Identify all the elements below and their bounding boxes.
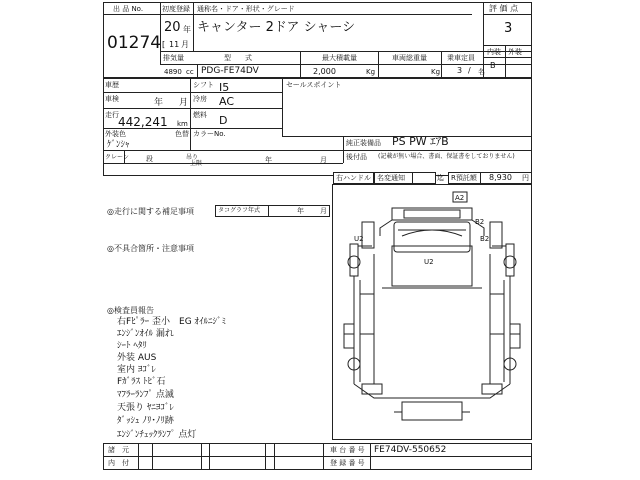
score-label: 評 価 点 [489, 4, 519, 13]
diagram-mark: A2 [455, 194, 465, 202]
month-value: 11 [169, 40, 180, 49]
defect-label: ◎不具合箇所・注意事項 [107, 244, 194, 253]
report-item: 天張り ﾔﾆﾖｺﾞﾚ [117, 403, 174, 413]
displacement-label: 排気量 [163, 54, 184, 62]
footer-col1: 諸 元 [108, 446, 129, 454]
fuel-label: 燃料 [193, 111, 207, 119]
displacement-unit: cc [186, 68, 194, 76]
month-unit: 月 [181, 40, 189, 49]
lot-number: 01274 [107, 33, 162, 53]
score-value: 3 [504, 21, 513, 36]
reg-label: 登 録 番 号 [330, 459, 365, 467]
inspection-year: 年 [154, 98, 164, 108]
report-item: ｴﾝｼﾞﾝﾁｪｯｸﾗﾝﾌﾟ 点灯 [117, 430, 197, 440]
chassis-value: FE74DV-550652 [374, 445, 447, 455]
diagram-mark: U2 [424, 258, 434, 266]
capacity-slash: / [468, 66, 471, 75]
first-reg-label: 初度登録 [162, 5, 190, 13]
name-change-sub: 迄 [437, 174, 444, 182]
chassis-label: 車 台 番 号 [330, 446, 365, 454]
exterior-color-value: ｹﾞﾝｼｬ [107, 140, 130, 150]
model-label: 通称名・ドア・形状・グレード [197, 5, 295, 13]
interior-label: 内装 [487, 48, 501, 56]
capacity-label: 乗車定員 [447, 54, 475, 62]
report-item: Fｶﾞﾗｽ ﾄﾋﾞ石 [117, 377, 166, 387]
category-label: 車歴 [105, 81, 119, 89]
genuine-value: PS PW ｴｱB [392, 135, 449, 148]
weight-unit: Kg [431, 68, 441, 76]
report-item: 室内 ﾖｺﾞﾚ [117, 365, 156, 375]
diagram-mark: B2 [480, 235, 490, 243]
inspection-label: 車検 [105, 95, 119, 103]
tacho-label: タコグラフ年式 [218, 207, 261, 214]
year-value: 20 [164, 20, 181, 35]
truck-diagram [332, 184, 532, 440]
genuine-label: 純正装備品 [346, 139, 381, 147]
report-item: ｴﾝｼﾞﾝｵｲﾙ 漏れ [117, 329, 174, 339]
capacity-value: 3 [457, 66, 463, 75]
report-item: 右Fﾋﾟﾗｰ 歪小 EG ｵｲﾙﾆｼﾞﾐ [117, 317, 227, 327]
color-no-label: 色替 [175, 130, 189, 138]
interior-value: B [490, 61, 496, 70]
type-value: PDG-FE74DV [201, 66, 259, 76]
cooling-value: AC [219, 95, 235, 108]
crane-label: クレーン [105, 154, 129, 161]
type-label: 型 式 [224, 54, 252, 62]
crane-hook: 吊り [186, 154, 199, 161]
report-item: ﾀﾞｯｼｭ ﾉﾘ･ﾉﾘ跡 [117, 416, 174, 426]
mileage-value: 442,241 [118, 115, 168, 129]
recycle-label: R預託額 [451, 174, 477, 182]
crane-lift: 上限 [190, 160, 203, 167]
tacho-month: 月 [320, 207, 327, 215]
footer-col2: 内 付 [108, 459, 129, 467]
crane-month: 月 [320, 156, 327, 164]
crane-year: 年 [265, 156, 272, 164]
year-unit: 年 [183, 25, 191, 34]
handle-text: 右ハンドル [336, 174, 371, 182]
crane-stage: 段 [146, 155, 153, 163]
weight-label: 車両総重量 [392, 54, 427, 62]
exterior-color-label: 外装色 [105, 130, 126, 138]
report-item: 外装 AUS [117, 353, 157, 363]
tacho-year: 年 [297, 207, 304, 215]
capacity-unit: 名 [478, 68, 485, 76]
inspector-label: ◎検査員報告 [107, 306, 154, 315]
load-value: 2,000 [313, 67, 336, 76]
aftermarket-note: (記載が無い場合、書面、保証書をしておりません) [378, 153, 515, 160]
inspection-month: 月 [179, 98, 189, 108]
sales-point-label: セールスポイント [286, 81, 342, 89]
mileage-unit: km [177, 120, 188, 128]
load-label: 最大積載量 [322, 54, 357, 62]
shift-label: シフト [193, 81, 214, 89]
fuel-value: D [219, 114, 228, 127]
diagram-mark: B2 [475, 218, 485, 226]
recycle-unit: 円 [522, 174, 529, 182]
shift-value: I5 [219, 81, 230, 94]
cooling-label: 冷房 [193, 95, 207, 103]
name-change-label: 名変通知 [377, 174, 405, 182]
aftermarket-label: 後付品 [346, 153, 367, 161]
load-unit: Kg [366, 68, 376, 76]
mileage-notes-label: ◎走行に関する補足事項 [107, 207, 194, 216]
mileage-label: 走行 [105, 111, 119, 119]
lot-label: 出 品 No. [113, 5, 144, 13]
color-no-label2: カラーNo. [193, 130, 226, 138]
report-item: ｼｰﾄ ﾍﾀﾘ [117, 341, 147, 351]
displacement-value: 4890 [164, 68, 182, 76]
report-item: ﾏﾌﾗｰﾗﾝﾌﾟ 点滅 [117, 390, 174, 400]
month-bracket: [ [162, 40, 166, 49]
recycle-value: 8,930 [489, 173, 512, 182]
model-value: キャンター 2ドア シャーシ [197, 20, 356, 35]
exterior-label: 外装 [508, 48, 522, 56]
diagram-mark: U2 [354, 235, 364, 243]
